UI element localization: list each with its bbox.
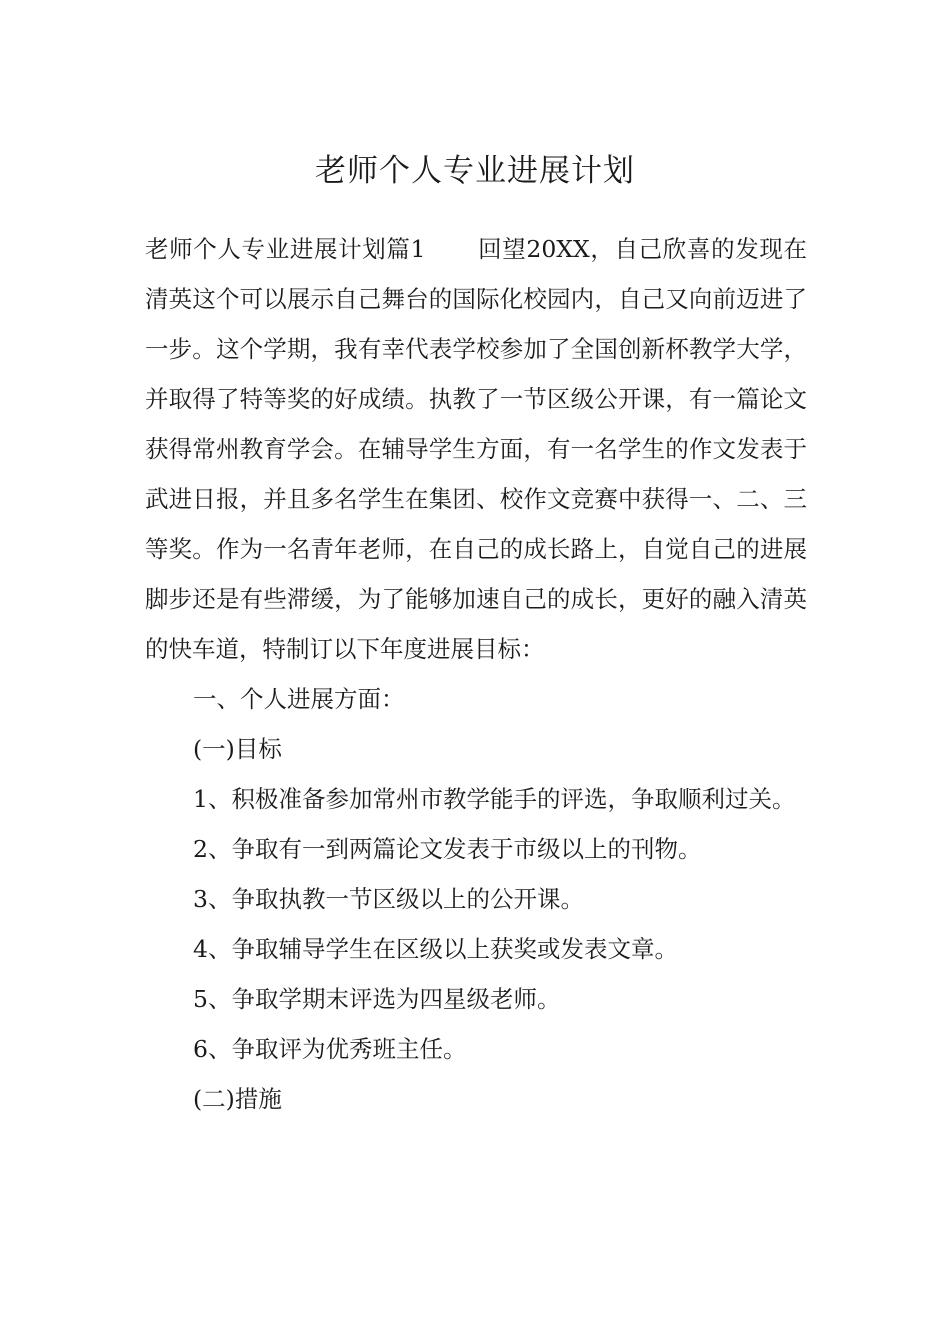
intro-text: 回望20XX，自己欣喜的发现在清英这个可以展示自己舞台的国际化校园内，自己又向前迈进了一步。这个学期，我有幸代表学校参加了全国创新杯教学大学，并取得了特等奖的好成绩。执教了一节区级公开课，有一篇论文获得常州教育学会。在辅导学生方面，有一名学生的作文发表于武进日报，并且多名学生在集团、校作文竞赛中获得一、二、三等奖。作为一名青年老师，在自己的成长路上，自觉自己的进展脚步还是有些滞缓，为了能够加速自己的成长，更好的融入清英的快车道，特制订以下年度进展目标： bbox=[145, 235, 807, 663]
document-body bbox=[145, 224, 807, 1124]
section-heading-personal: 一、个人进展方面： bbox=[193, 685, 405, 713]
subsection-goals: (一)目标 bbox=[193, 735, 282, 763]
subsection-measures: (二)措施 bbox=[193, 1085, 282, 1113]
document-title: 老师个人专业进展计划 bbox=[315, 152, 635, 189]
goal-item: 4、争取辅导学生在区级以上获奖或发表文章。 bbox=[193, 935, 678, 963]
goal-item: 5、争取学期末评选为四星级老师。 bbox=[193, 985, 561, 1013]
goal-item: 2、争取有一到两篇论文发表于市级以上的刊物。 bbox=[193, 835, 702, 863]
goal-item: 6、争取评为优秀班主任。 bbox=[193, 1035, 467, 1063]
goal-item: 1、积极准备参加常州市教学能手的评选，争取顺利过关。 bbox=[193, 785, 796, 813]
goal-item: 3、争取执教一节区级以上的公开课。 bbox=[193, 885, 584, 913]
intro-heading: 老师个人专业进展计划篇1 bbox=[145, 235, 426, 263]
intro-paragraph bbox=[145, 224, 807, 674]
